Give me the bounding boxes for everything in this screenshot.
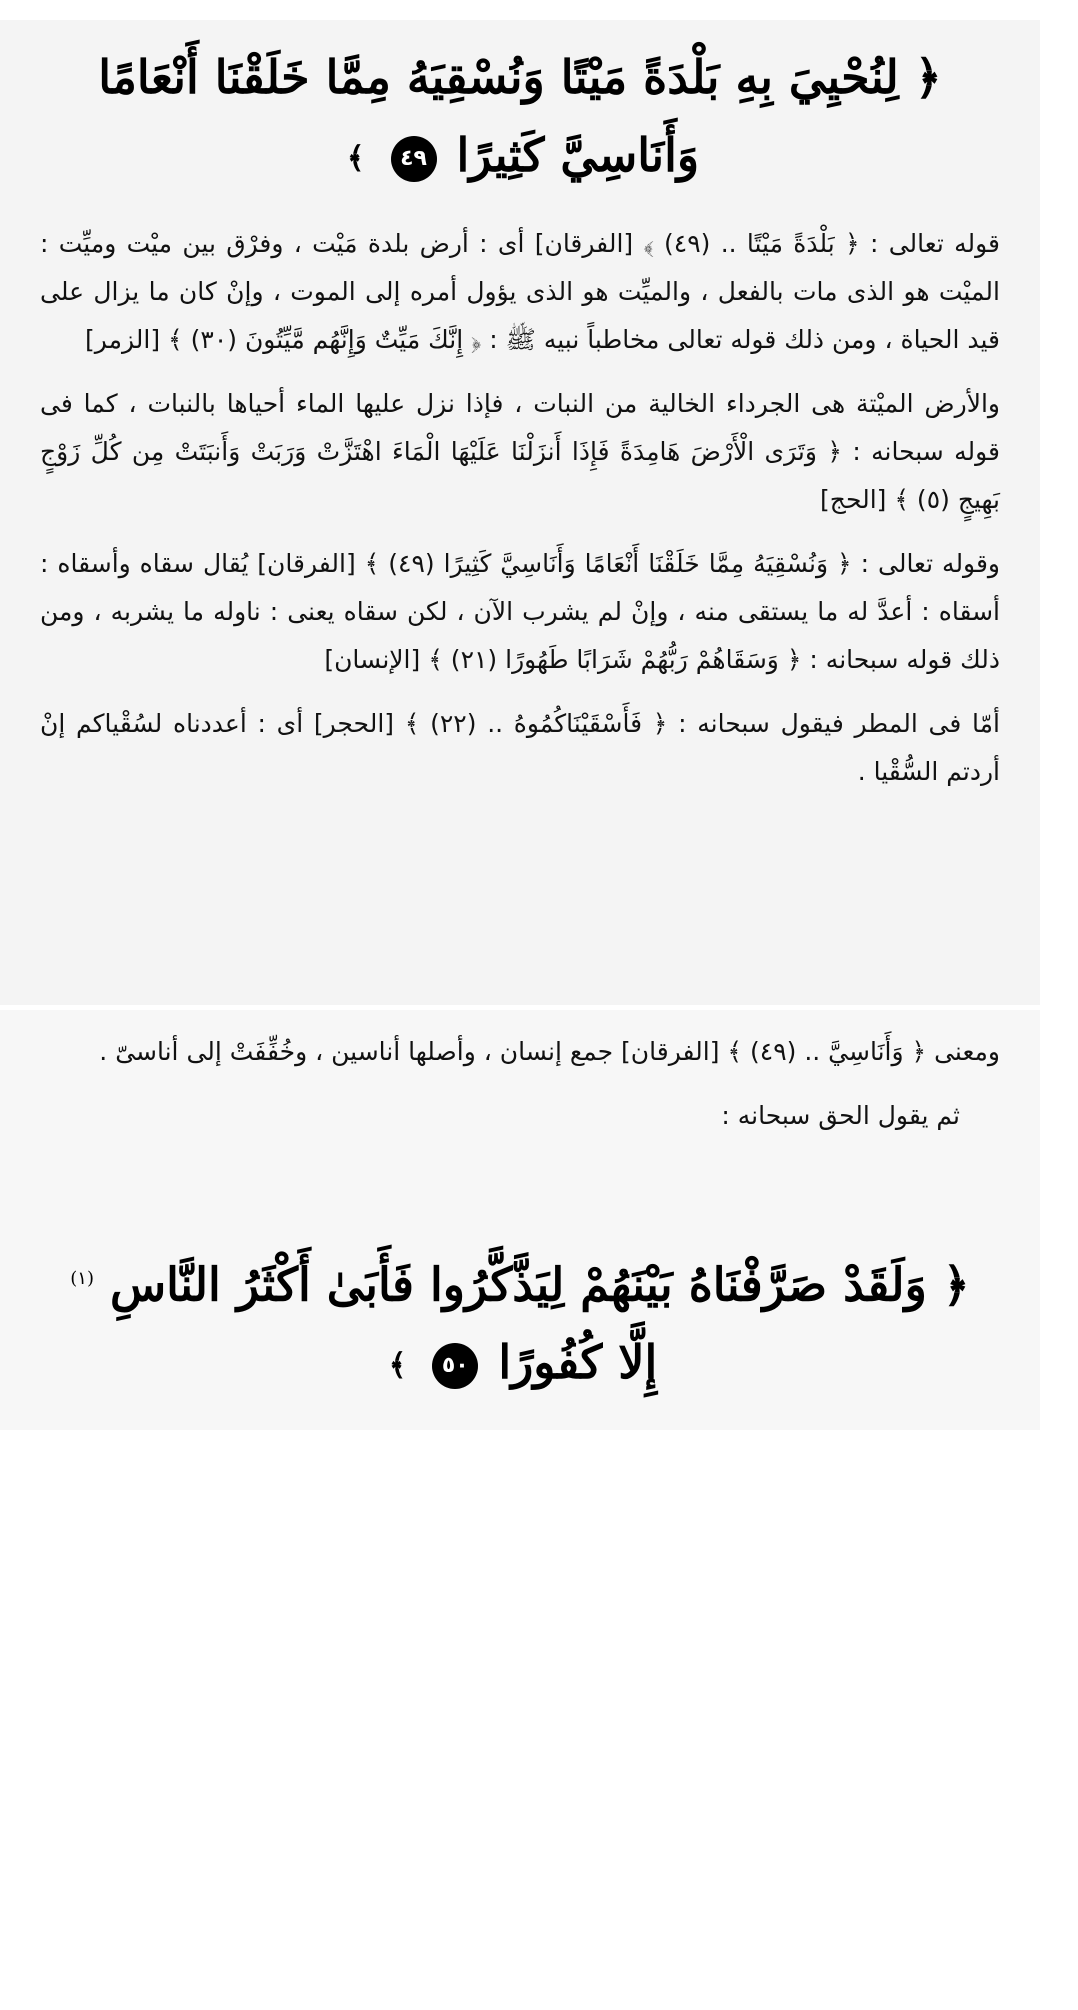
paragraph-1: قوله تعالى : ﴿ بَلْدَةً مَيْتًا .. (٤٩) ﴾ [الفرقان] أى : أرض بلدة مَيْت ، وفرْق بين ميْت وميِّت : الميْت هو الذى مات بالفعل ، والميِّت هو الذى يؤول أمره إلى الموت ، وإنْ كان ما يزال على قيد الحياة ، ومن ذلك قوله تعالى مخاطباً نبيه ﷺ : ﴿ إِنَّكَ مَيِّتٌ وَإِنَّهُم مَّيِّتُونَ (٣٠) ﴾ [الزمر] (40, 229, 1000, 354)
paragraph-3: وقوله تعالى : ﴿ وَنُسْقِيَهُ مِمَّا خَلَقْنَا أَنْعَامًا وَأَنَاسِيَّ كَثِيرًا (٤٩) ﴾ [الفرقان] يُقال سقاه وأسقاه : أسقاه : أعدَّ له ما يستقى منه ، وإنْ لم يشرب الآن ، لكن سقاه يعنى : ناوله ما يشربه ، ومن ذلك قوله سبحانه : ﴿ وَسَقَاهُمْ رَبُّهُمْ شَرَابًا طَهُورًا (٢١) ﴾ [الإنسان] (40, 549, 1000, 674)
ayah-number-badge: ٤٩ (391, 136, 437, 182)
paragraph-6: ثم يقول الحق سبحانه : (721, 1101, 960, 1130)
verse-close-ornament: ﴾ (346, 141, 365, 176)
footnote-marker: (١) (70, 1268, 94, 1289)
verse-line-2 (40, 1323, 1000, 1405)
verse-line-2-text: إِلَّا كُفُورًا (498, 1335, 658, 1390)
verse-line-1: ﴿ لِنُحْيِيَ بِهِ بَلْدَةً مَيْتًا وَنُسْقِيَهُ مِمَّا خَلَقْنَا أَنْعَامًا (98, 50, 942, 104)
verse-line-1-text: ﴿ وَلَقَدْ صَرَّفْنَاهُ بَيْنَهُمْ لِيَذَّكَّرُوا فَأَبَىٰ أَكْثَرُ النَّاسِ (109, 1257, 970, 1312)
verse-line-2-text: وَأَنَاسِيَّ كَثِيرًا (456, 128, 700, 182)
quran-verse-50 (40, 1240, 1000, 1405)
verse-line-1 (40, 1240, 1000, 1323)
quran-verse-49 (40, 38, 1000, 198)
commentary-text-continued (40, 1028, 1000, 1140)
paragraph-4: أمّا فى المطر فيقول سبحانه : ﴿ فَأَسْقَيْنَاكُمُوهُ .. (٢٢) ﴾ [الحجر] أى : أعددناه لسُقْياكم إنْ أردتم السُّقْيا . (40, 709, 1000, 786)
verse-line-2 (40, 116, 1000, 198)
page-scan-top (0, 20, 1040, 1005)
verse-close-ornament: ﴾ (388, 1348, 407, 1384)
commentary-text (40, 220, 1000, 796)
ayah-number-badge: ٥٠ (432, 1343, 478, 1389)
page-scan-bottom (0, 1010, 1040, 1430)
paragraph-5: ومعنى ﴿ وَأَنَاسِيَّ .. (٤٩) ﴾ [الفرقان] جمع إنسان ، وأصلها أناسين ، وخُفِّفَتْ إلى أناسىّ . (99, 1037, 1000, 1066)
paragraph-2: والأرض الميْتة هى الجرداء الخالية من النبات ، فإذا نزل عليها الماء أحياها بالنبات ، كما فى قوله سبحانه : ﴿ وَتَرَى الْأَرْضَ هَامِدَةً فَإِذَا أَنزَلْنَا عَلَيْهَا الْمَاءَ اهْتَزَّتْ وَرَبَتْ وَأَنبَتَتْ مِن كُلِّ زَوْجٍ بَهِيجٍ (٥) ﴾ [الحج] (40, 389, 1000, 514)
